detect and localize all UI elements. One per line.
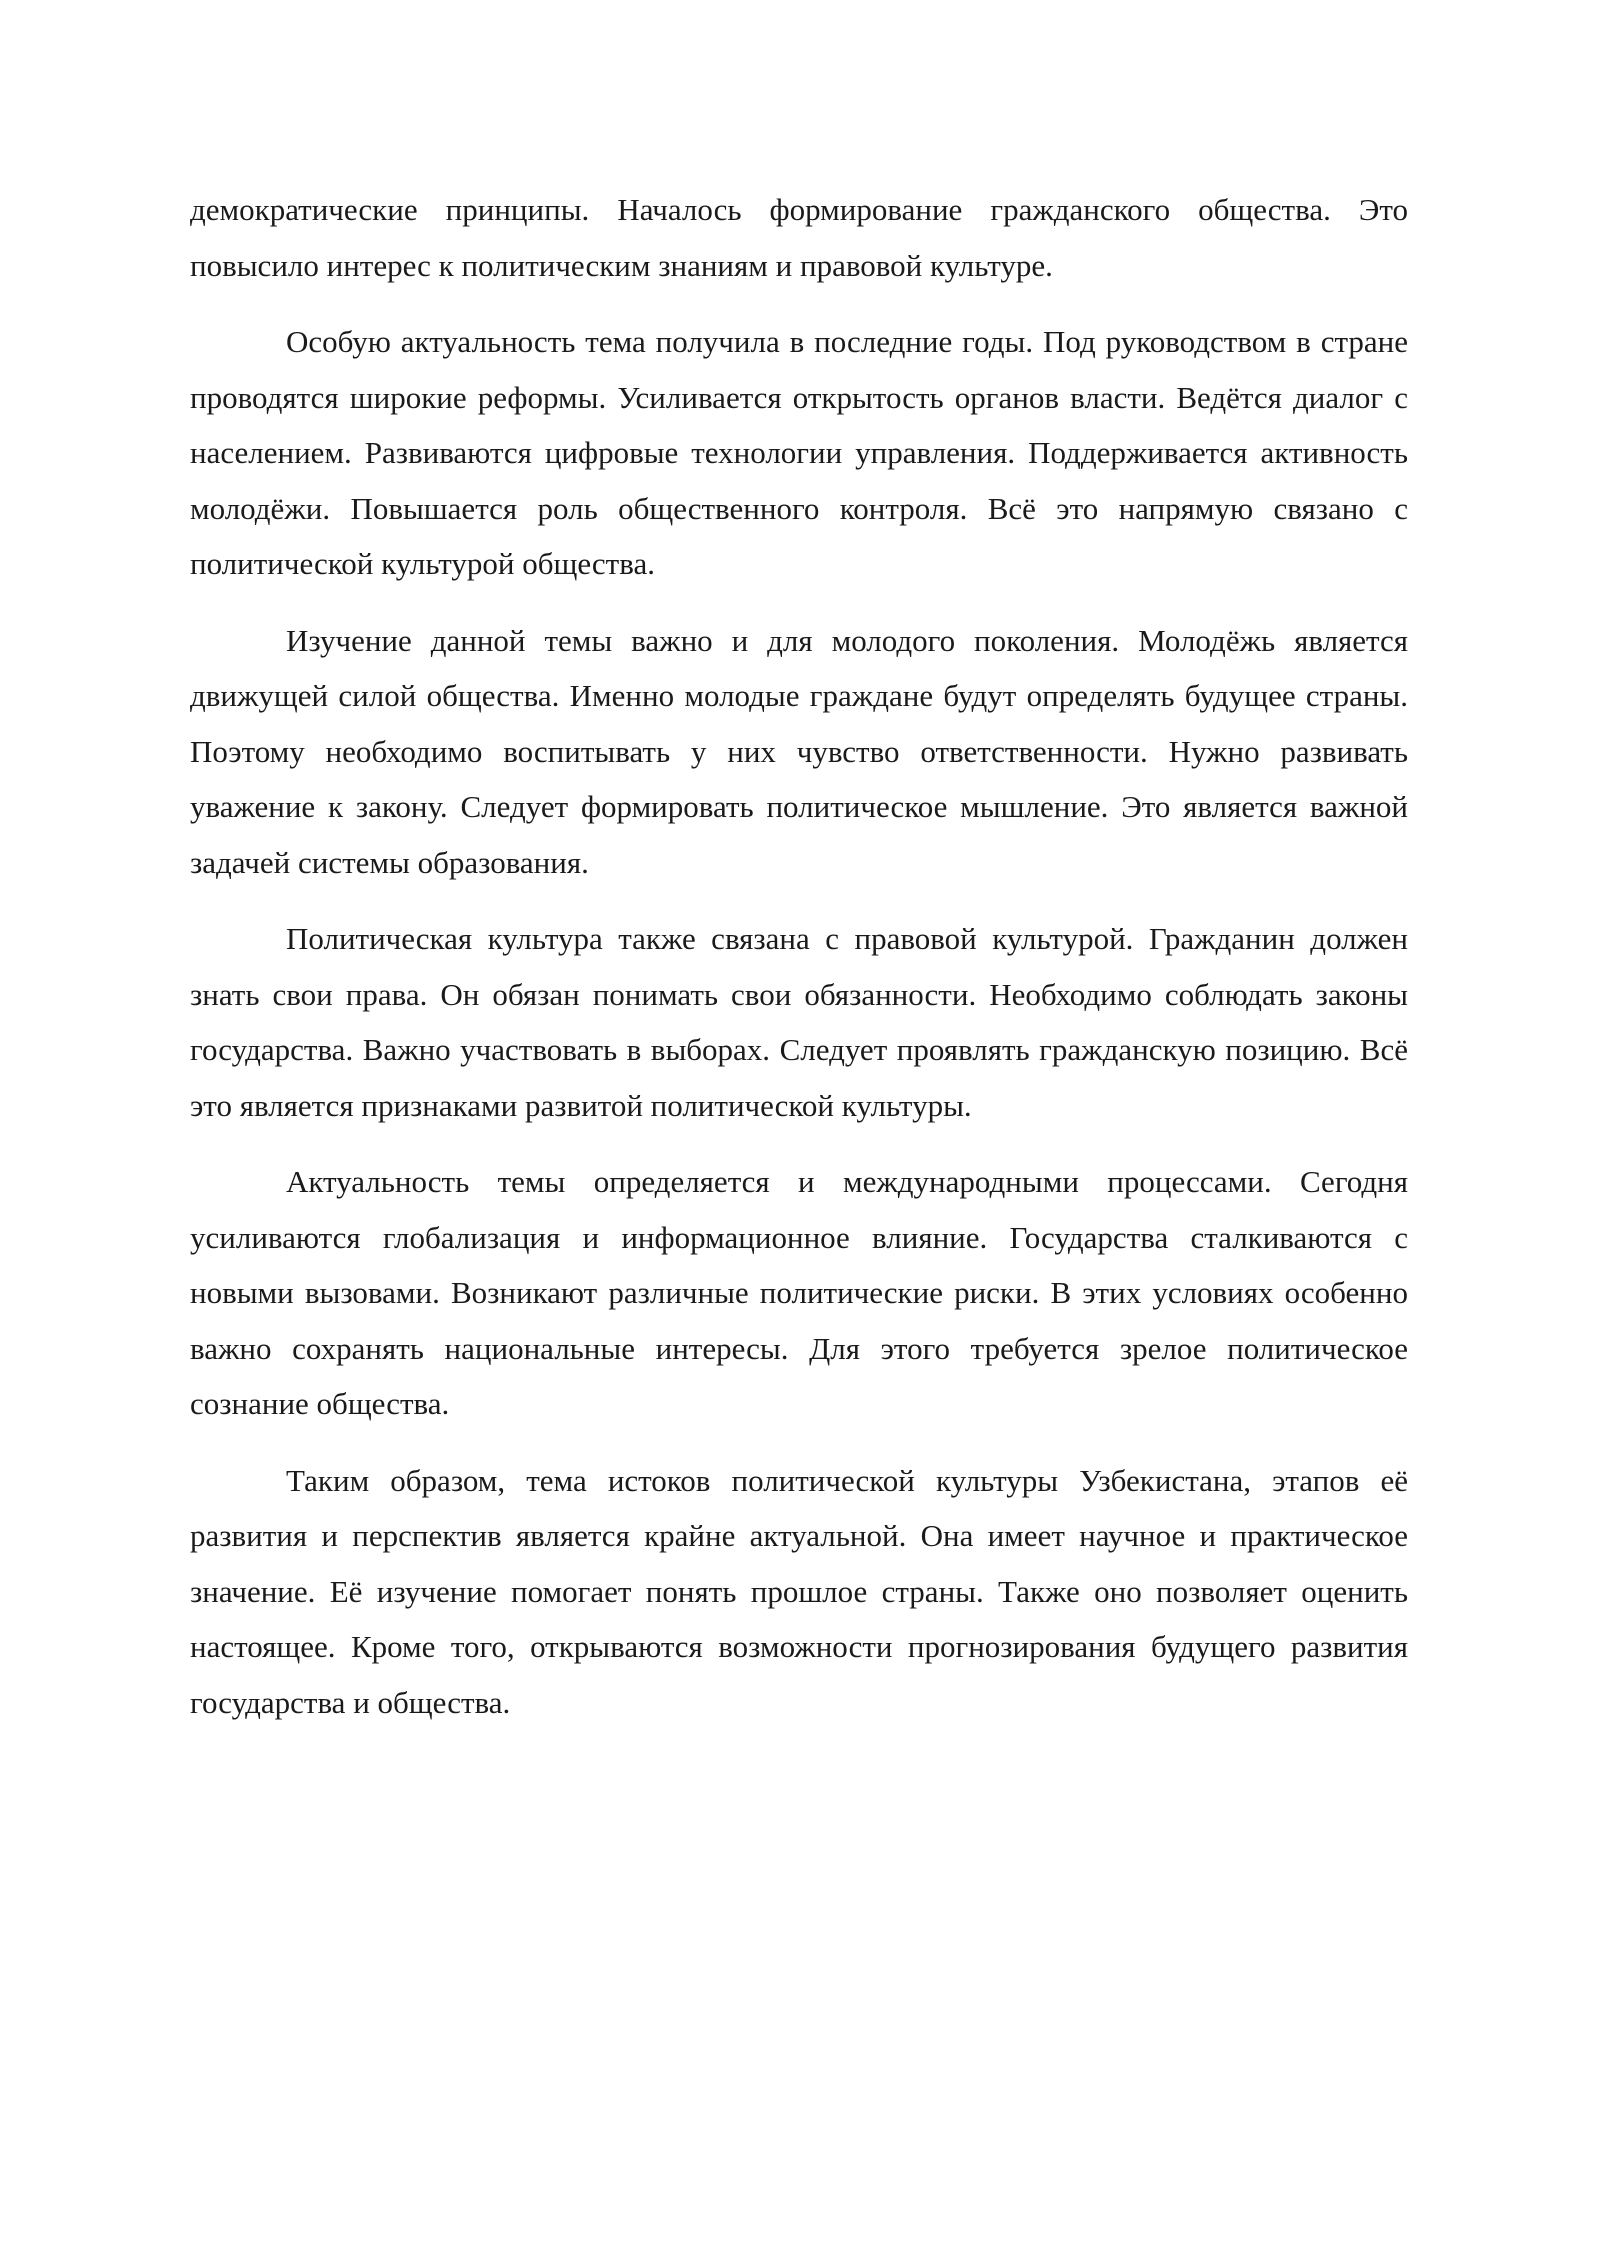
paragraph-continued: демократические принципы. Началось формирование гражданского общества. Это повысило интерес к политическим знаниям и правовой культуре. [190, 192, 1408, 283]
paragraph-international: Актуальность темы определяется и международными процессами. Сегодня усиливаются глобализация и информационное влияние. Государства сталкиваются с новыми вызовами. Возникают различные политические риски. В этих условиях особенно важно сохранять национальные интересы. Для этого требуется зрелое политическое сознание общества. [190, 1164, 1408, 1421]
paragraph-legal-culture: Политическая культура также связана с правовой культурой. Гражданин должен знать свои права. Он обязан понимать свои обязанности. Необходимо соблюдать законы государства. Важно участвовать в выборах. Следует проявлять гражданскую позицию. Всё это является признаками развитой политической культуры. [190, 921, 1408, 1123]
paragraph-conclusion: Таким образом, тема истоков политической культуры Узбекистана, этапов её развития и перспектив является крайне актуальной. Она имеет научное и практическое значение. Её изучение помогает понять прошлое страны. Также оно позволяет оценить настоящее. Кроме того, открываются возможности прогнозирования будущего развития государства и общества. [190, 1462, 1408, 1720]
paragraph-youth: Изучение данной темы важно и для молодого поколения. Молодёжь является движущей силой общества. Именно молодые граждане будут определять будущее страны. Поэтому необходимо воспитывать у них чувство ответственности. Нужно развивать уважение к закону. Следует формировать политическое мышление. Это является важной задачей системы образования. [190, 622, 1408, 880]
paragraph-relevance-reforms: Особую актуальность тема получила в последние годы. Под руководством в стране проводятся широкие реформы. Усиливается открытость органов власти. Ведётся диалог с населением. Развиваются цифровые технологии управления. Поддерживается активность молодёжи. Повышается роль общественного контроля. Всё это напрямую связано с политической культурой общества. [190, 324, 1408, 581]
document-body [190, 182, 1408, 1751]
